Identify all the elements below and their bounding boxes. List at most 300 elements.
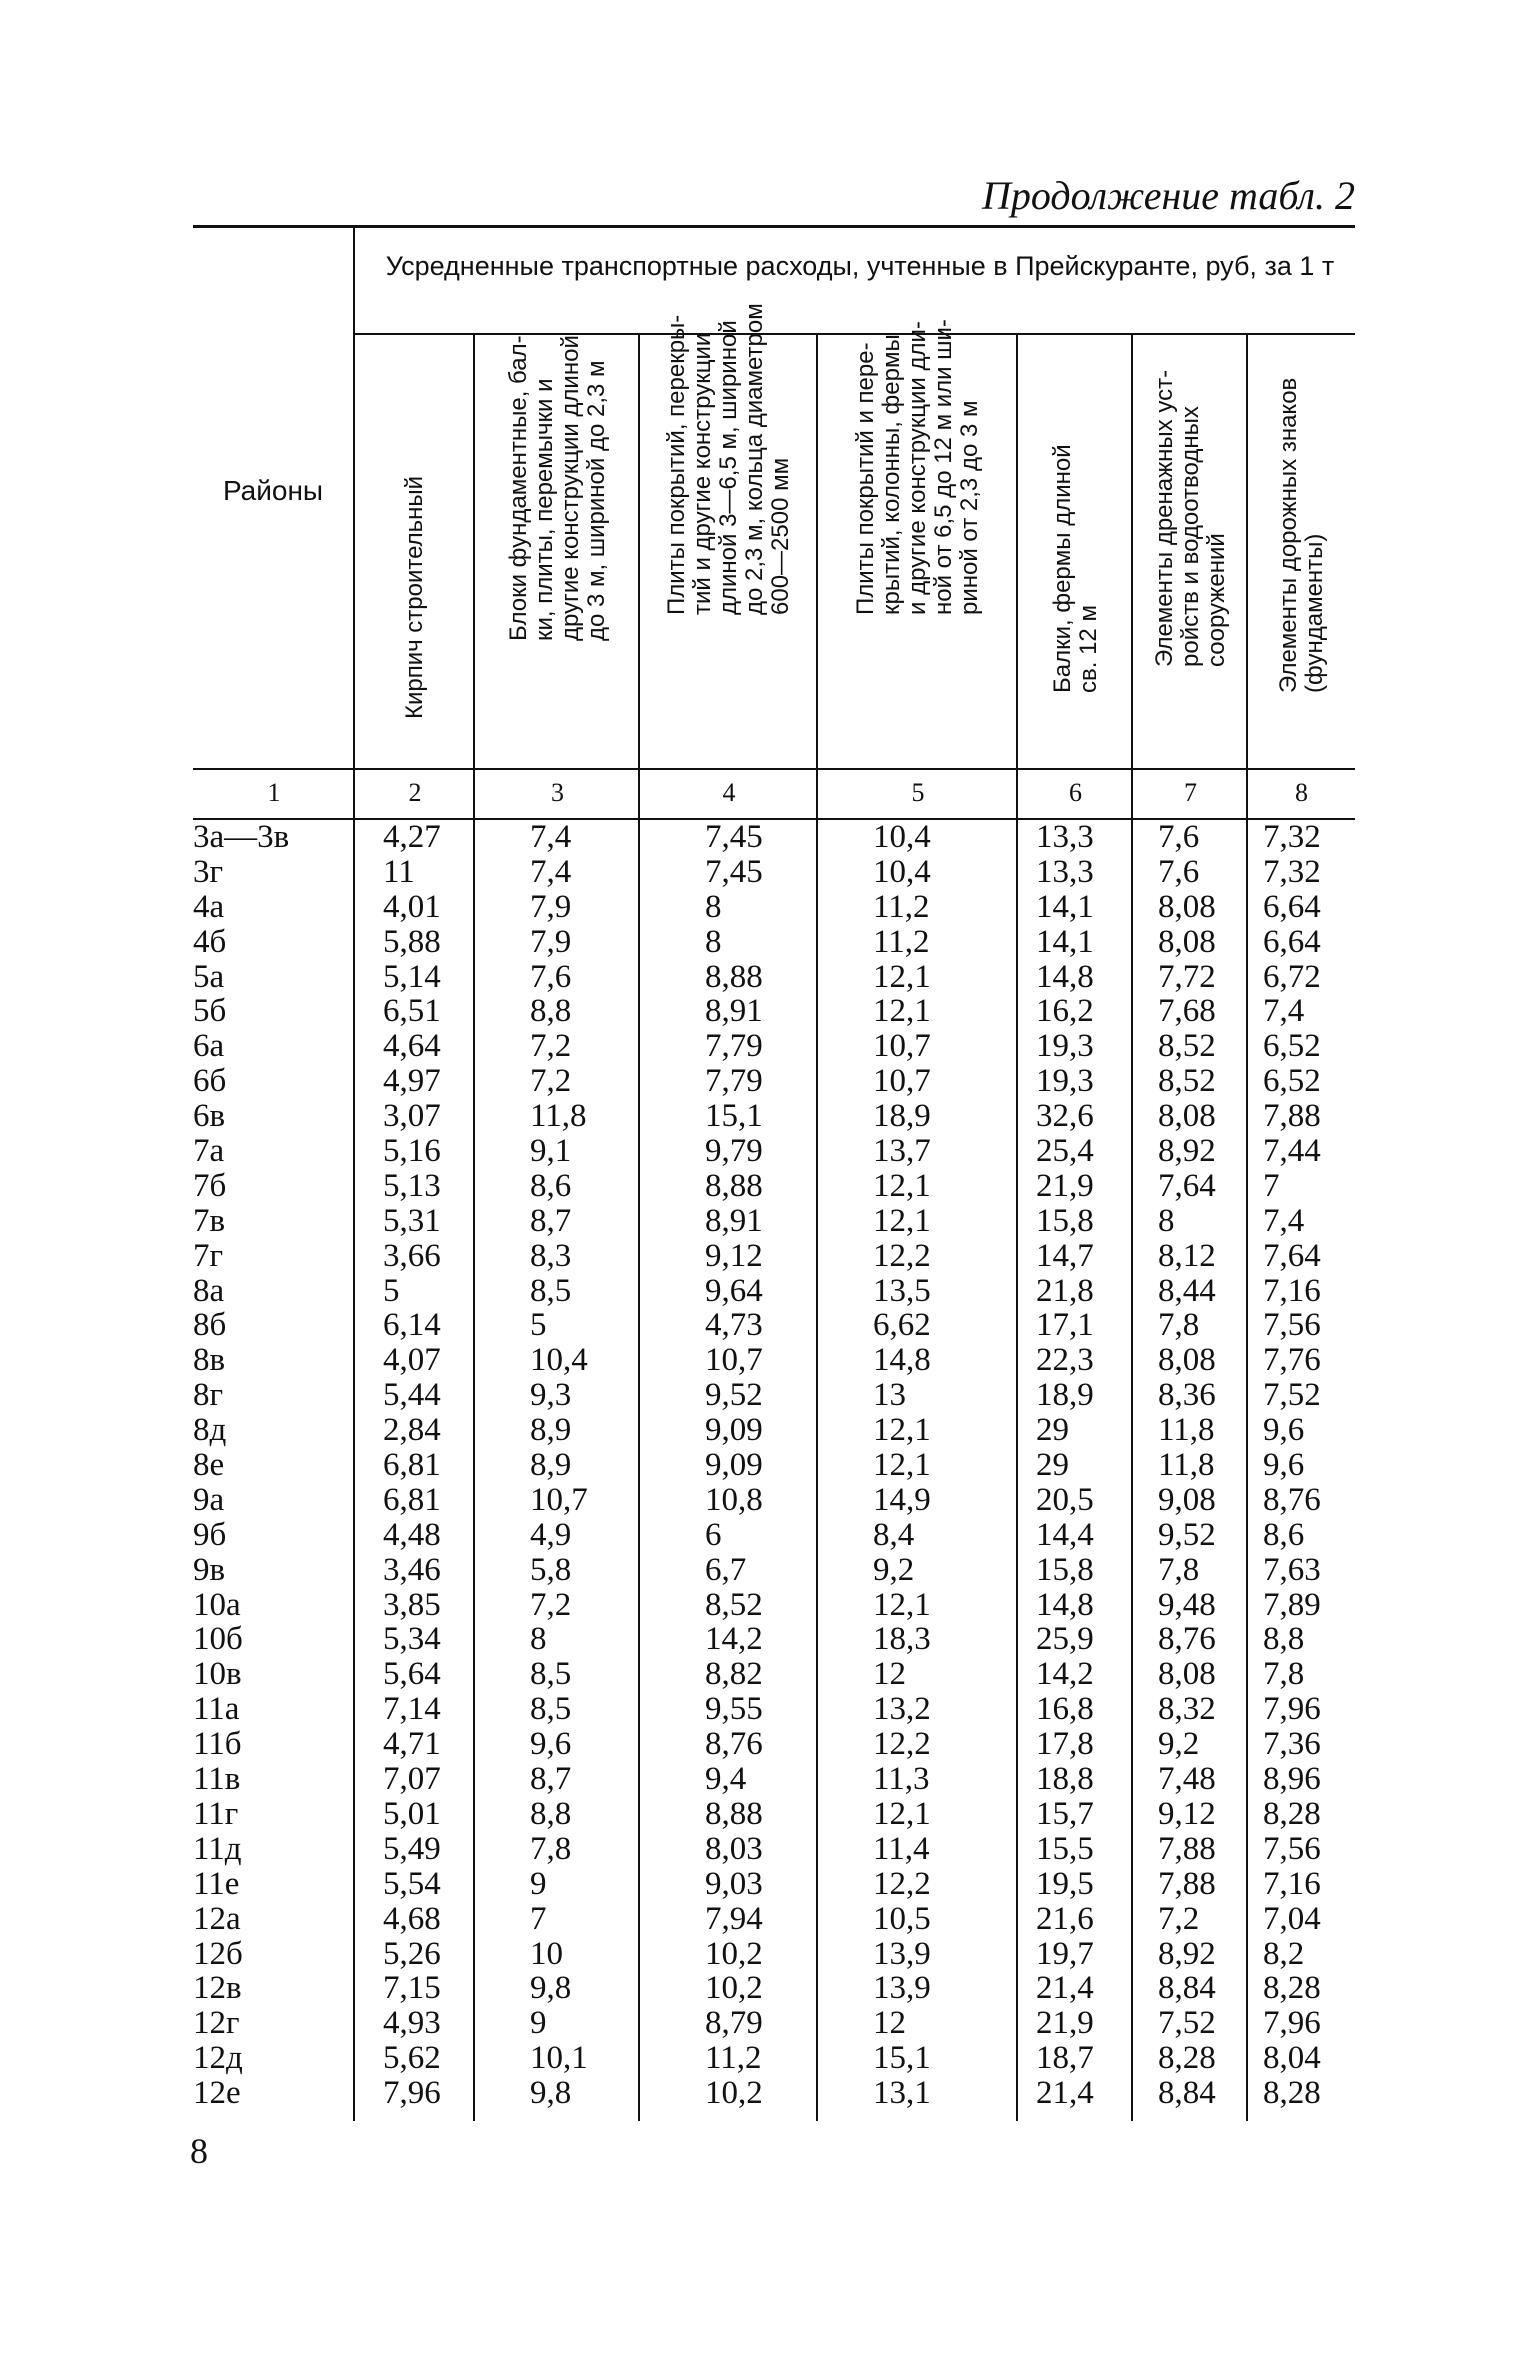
page-number: 8 <box>190 2131 208 2171</box>
value-cell: 4,64 <box>383 1028 441 1065</box>
value-cell: 25,9 <box>1036 1621 1094 1658</box>
body-column-separator <box>1016 820 1018 2121</box>
value-cell: 7,89 <box>1263 1586 1321 1623</box>
value-cell: 10,1 <box>530 2040 588 2077</box>
value-cell: 12 <box>873 2005 906 2042</box>
column-header-text: Кирпич строительный <box>401 475 428 719</box>
value-cell: 16,8 <box>1036 1691 1094 1728</box>
district-cell: 8д <box>193 1412 227 1449</box>
column-number: 7 <box>1184 778 1197 807</box>
value-cell: 13,5 <box>873 1272 931 1309</box>
value-cell: 9,2 <box>873 1551 915 1588</box>
value-cell: 14,8 <box>873 1342 931 1379</box>
value-cell: 7,72 <box>1158 958 1216 995</box>
value-cell: 9,64 <box>705 1272 763 1309</box>
table-row <box>193 925 1355 960</box>
value-cell: 8,9 <box>530 1412 572 1449</box>
value-cell: 4,73 <box>705 1307 763 1344</box>
value-cell: 7,56 <box>1263 1307 1321 1344</box>
value-cell: 7,6 <box>1158 819 1200 855</box>
district-cell: 12а <box>193 1900 241 1937</box>
value-cell: 10,2 <box>705 1970 763 2007</box>
district-cell: 10в <box>193 1656 242 1693</box>
value-cell: 9 <box>530 2005 547 2042</box>
value-cell: 4,27 <box>383 819 441 855</box>
table-row <box>193 1029 1355 1064</box>
value-cell: 10,4 <box>873 853 931 890</box>
value-cell: 15,7 <box>1036 1795 1094 1832</box>
value-cell: 8,88 <box>705 958 763 995</box>
column-header-2 <box>355 345 475 745</box>
district-cell: 9в <box>193 1551 226 1588</box>
value-cell: 7,32 <box>1263 819 1321 855</box>
value-cell: 9,6 <box>1263 1447 1305 1484</box>
value-cell: 7,4 <box>1263 1202 1305 1239</box>
value-cell: 8,8 <box>1263 1621 1305 1658</box>
value-cell: 8,28 <box>1263 1795 1321 1832</box>
value-cell: 5,31 <box>383 1202 441 1239</box>
value-cell: 8,03 <box>705 1830 763 1867</box>
value-cell: 15,8 <box>1036 1551 1094 1588</box>
table-row <box>193 1064 1355 1099</box>
value-cell: 12 <box>873 1656 906 1693</box>
value-cell: 9,8 <box>530 2075 572 2112</box>
value-cell: 5,01 <box>383 1795 441 1832</box>
value-cell: 12,2 <box>873 1726 931 1763</box>
value-cell: 3,85 <box>383 1586 441 1623</box>
value-cell: 5,62 <box>383 2040 441 2077</box>
value-cell: 8,92 <box>1158 1935 1216 1972</box>
value-cell: 7,88 <box>1158 1830 1216 1867</box>
table-row <box>193 1622 1355 1657</box>
value-cell: 8,6 <box>1263 1516 1305 1553</box>
value-cell: 8,4 <box>873 1516 915 1553</box>
value-cell: 19,3 <box>1036 1028 1094 1065</box>
value-cell: 15,1 <box>705 1098 763 1135</box>
table-row <box>193 1204 1355 1239</box>
value-cell: 5,13 <box>383 1167 441 1204</box>
column-header-text: Элементы дренажных уст- ройств и водоотводных сооружений <box>1150 369 1230 667</box>
group-header: Усредненные транспортные расходы, учтенные в Прейскуранте, руб, за 1 т <box>385 251 1335 281</box>
value-cell: 32,6 <box>1036 1098 1094 1135</box>
value-cell: 7,8 <box>1263 1656 1305 1693</box>
value-cell: 21,4 <box>1036 1970 1094 2007</box>
table-row <box>193 1797 1355 1832</box>
value-cell: 7,2 <box>530 1586 572 1623</box>
value-cell: 8,08 <box>1158 1656 1216 1693</box>
value-cell: 7,4 <box>1263 993 1305 1030</box>
value-cell: 9,52 <box>1158 1516 1216 1553</box>
value-cell: 10,7 <box>873 1063 931 1100</box>
value-cell: 9,3 <box>530 1377 572 1414</box>
value-cell: 25,4 <box>1036 1133 1094 1170</box>
value-cell: 19,3 <box>1036 1063 1094 1100</box>
district-cell: 11г <box>193 1795 239 1832</box>
value-cell: 8,7 <box>530 1202 572 1239</box>
district-cell: 8г <box>193 1377 224 1414</box>
value-cell: 14,4 <box>1036 1516 1094 1553</box>
district-cell: 11д <box>193 1830 242 1867</box>
value-cell: 7,48 <box>1158 1761 1216 1798</box>
value-cell: 8,08 <box>1158 888 1216 925</box>
district-cell: 8е <box>193 1447 225 1484</box>
value-cell: 14,1 <box>1036 923 1094 960</box>
value-cell: 13,9 <box>873 1970 931 2007</box>
column-number: 2 <box>408 778 422 807</box>
value-cell: 18,7 <box>1036 2040 1094 2077</box>
district-cell: 11в <box>193 1761 241 1798</box>
value-cell: 7,44 <box>1263 1133 1321 1170</box>
value-cell: 7,96 <box>383 2075 441 2112</box>
value-cell: 8,52 <box>1158 1063 1216 1100</box>
value-cell: 7,52 <box>1158 2005 1216 2042</box>
value-cell: 6,72 <box>1263 958 1321 995</box>
value-cell: 8,91 <box>705 993 763 1030</box>
value-cell: 8,52 <box>705 1586 763 1623</box>
value-cell: 12,1 <box>873 1412 931 1449</box>
number-row-separator <box>638 770 640 820</box>
value-cell: 4,01 <box>383 888 441 925</box>
column-header-5 <box>818 319 1018 745</box>
value-cell: 8,3 <box>530 1237 572 1274</box>
table-row <box>193 1692 1355 1727</box>
value-cell: 6,64 <box>1263 888 1321 925</box>
value-cell: 7,14 <box>383 1691 441 1728</box>
table-row <box>193 1727 1355 1762</box>
column-header-8 <box>1248 345 1355 745</box>
column-number: 5 <box>911 778 925 807</box>
value-cell: 7,2 <box>530 1028 572 1065</box>
value-cell: 8,44 <box>1158 1272 1216 1309</box>
district-cell: 3а—3в <box>193 819 290 855</box>
value-cell: 6,14 <box>383 1307 441 1344</box>
value-cell: 9,09 <box>705 1447 763 1484</box>
value-cell: 5 <box>530 1307 547 1344</box>
value-cell: 18,9 <box>873 1098 931 1135</box>
column-number: 6 <box>1069 778 1082 807</box>
body-column-separator <box>473 820 475 2121</box>
value-cell: 8,9 <box>530 1447 572 1484</box>
column-number: 3 <box>551 778 564 807</box>
value-cell: 5,64 <box>383 1656 441 1693</box>
value-cell: 9,6 <box>1263 1412 1305 1449</box>
value-cell: 10,7 <box>530 1481 588 1518</box>
column-header-text: Блоки фундаментные, бал- ки, плиты, перемычки и другие конструкции длиной до 3 м, шириной до 2,3 м <box>504 335 610 641</box>
value-cell: 12,1 <box>873 993 931 1030</box>
value-cell: 8,84 <box>1158 2075 1216 2112</box>
value-cell: 7,9 <box>530 888 572 925</box>
value-cell: 19,7 <box>1036 1935 1094 1972</box>
value-cell: 8,88 <box>705 1167 763 1204</box>
value-cell: 9,8 <box>530 1970 572 2007</box>
value-cell: 7,16 <box>1263 1272 1321 1309</box>
value-cell: 9,55 <box>705 1691 763 1728</box>
table-row <box>193 1099 1355 1134</box>
value-cell: 7,79 <box>705 1063 763 1100</box>
value-cell: 8,04 <box>1263 2040 1321 2077</box>
value-cell: 11,2 <box>705 2040 762 2077</box>
value-cell: 29 <box>1036 1412 1069 1449</box>
value-cell: 21,9 <box>1036 2005 1094 2042</box>
body-column-separator <box>1246 820 1248 2121</box>
value-cell: 7,6 <box>1158 853 1200 890</box>
value-cell: 7,88 <box>1263 1098 1321 1135</box>
value-cell: 12,2 <box>873 1237 931 1274</box>
value-cell: 5 <box>383 1272 400 1309</box>
district-cell: 9б <box>193 1516 227 1553</box>
value-cell: 17,8 <box>1036 1726 1094 1763</box>
district-cell: 11б <box>193 1726 242 1763</box>
value-cell: 7,15 <box>383 1970 441 2007</box>
value-cell: 8,28 <box>1158 2040 1216 2077</box>
value-cell: 8,12 <box>1158 1237 1216 1274</box>
value-cell: 11,2 <box>873 923 930 960</box>
value-cell: 13,7 <box>873 1133 931 1170</box>
value-cell: 7 <box>530 1900 547 1937</box>
value-cell: 11,8 <box>1158 1412 1215 1449</box>
districts-column-header: Районы <box>222 475 324 506</box>
district-cell: 12б <box>193 1935 243 1972</box>
value-cell: 13,3 <box>1036 853 1094 890</box>
number-row-separator <box>1131 770 1133 820</box>
value-cell: 19,5 <box>1036 1865 1094 1902</box>
value-cell: 8,8 <box>530 1795 572 1832</box>
value-cell: 8,76 <box>1263 1481 1321 1518</box>
value-cell: 11,3 <box>873 1761 930 1798</box>
value-cell: 21,9 <box>1036 1167 1094 1204</box>
table-row <box>193 820 1355 855</box>
district-cell: 5а <box>193 958 225 995</box>
value-cell: 7,94 <box>705 1900 763 1937</box>
value-cell: 8,8 <box>530 993 572 1030</box>
value-cell: 8,79 <box>705 2005 763 2042</box>
district-cell: 8в <box>193 1342 226 1379</box>
value-cell: 7,64 <box>1158 1167 1216 1204</box>
value-cell: 10,2 <box>705 1935 763 1972</box>
value-cell: 6,81 <box>383 1481 441 1518</box>
value-cell: 6,7 <box>705 1551 747 1588</box>
value-cell: 7,96 <box>1263 1691 1321 1728</box>
value-cell: 11,2 <box>873 888 930 925</box>
value-cell: 6,52 <box>1263 1028 1321 1065</box>
value-cell: 9,52 <box>705 1377 763 1414</box>
value-cell: 14,2 <box>705 1621 763 1658</box>
value-cell: 7,32 <box>1263 853 1321 890</box>
value-cell: 6,52 <box>1263 1063 1321 1100</box>
value-cell: 4,48 <box>383 1516 441 1553</box>
value-cell: 10,7 <box>705 1342 763 1379</box>
value-cell: 3,07 <box>383 1098 441 1135</box>
value-cell: 7,2 <box>530 1063 572 1100</box>
value-cell: 5,88 <box>383 923 441 960</box>
value-cell: 8 <box>1158 1202 1175 1239</box>
table-row <box>193 1657 1355 1692</box>
value-cell: 10,4 <box>873 819 931 855</box>
value-cell: 8,32 <box>1158 1691 1216 1728</box>
value-cell: 5,49 <box>383 1830 441 1867</box>
value-cell: 4,9 <box>530 1516 572 1553</box>
value-cell: 8 <box>705 888 722 925</box>
table-top-rule <box>193 225 1355 228</box>
value-cell: 9,48 <box>1158 1586 1216 1623</box>
value-cell: 12,1 <box>873 1447 931 1484</box>
value-cell: 14,1 <box>1036 888 1094 925</box>
value-cell: 8 <box>530 1621 547 1658</box>
value-cell: 7,2 <box>1158 1900 1200 1937</box>
table-row <box>193 890 1355 925</box>
value-cell: 12,1 <box>873 958 931 995</box>
value-cell: 2,84 <box>383 1412 441 1449</box>
value-cell: 8 <box>705 923 722 960</box>
table-row <box>193 1902 1355 1937</box>
table-row <box>193 1343 1355 1378</box>
district-cell: 3г <box>193 853 224 890</box>
value-cell: 12,1 <box>873 1167 931 1204</box>
value-cell: 8,91 <box>705 1202 763 1239</box>
value-cell: 7,96 <box>1263 2005 1321 2042</box>
value-cell: 7,4 <box>530 819 572 855</box>
value-cell: 10,7 <box>873 1028 931 1065</box>
value-cell: 8,08 <box>1158 923 1216 960</box>
value-cell: 8,08 <box>1158 1342 1216 1379</box>
value-cell: 16,2 <box>1036 993 1094 1030</box>
value-cell: 9,08 <box>1158 1481 1216 1518</box>
value-cell: 6 <box>705 1516 722 1553</box>
value-cell: 6,51 <box>383 993 441 1030</box>
table-row <box>193 1588 1355 1623</box>
value-cell: 7,79 <box>705 1028 763 1065</box>
value-cell: 10,4 <box>530 1342 588 1379</box>
continuation-title: Продолжение табл. 2 <box>981 173 1355 218</box>
table-row <box>193 960 1355 995</box>
district-cell: 4а <box>193 888 225 925</box>
column-header-4 <box>640 303 818 745</box>
district-cell: 9а <box>193 1481 225 1518</box>
table-row <box>193 1274 1355 1309</box>
value-cell: 8,28 <box>1263 1970 1321 2007</box>
value-cell: 12,2 <box>873 1865 931 1902</box>
value-cell: 7,52 <box>1263 1377 1321 1414</box>
district-cell: 8а <box>193 1272 225 1309</box>
value-cell: 14,8 <box>1036 1586 1094 1623</box>
value-cell: 5,44 <box>383 1377 441 1414</box>
value-cell: 8,76 <box>1158 1621 1216 1658</box>
value-cell: 9,03 <box>705 1865 763 1902</box>
value-cell: 7,45 <box>705 819 763 855</box>
value-cell: 4,97 <box>383 1063 441 1100</box>
value-cell: 8,2 <box>1263 1935 1305 1972</box>
value-cell: 7,45 <box>705 853 763 890</box>
column-number: 4 <box>722 778 736 807</box>
value-cell: 4,71 <box>383 1726 441 1763</box>
number-row-separator <box>816 770 818 820</box>
value-cell: 6,64 <box>1263 923 1321 960</box>
value-cell: 8,96 <box>1263 1761 1321 1798</box>
value-cell: 4,07 <box>383 1342 441 1379</box>
table-row <box>193 994 1355 1029</box>
table-row <box>193 1134 1355 1169</box>
table-row <box>193 1832 1355 1867</box>
value-cell: 9,1 <box>530 1133 572 1170</box>
table-row <box>193 1413 1355 1448</box>
district-cell: 11е <box>193 1865 240 1902</box>
number-row-separator <box>1246 770 1248 820</box>
value-cell: 8,52 <box>1158 1028 1216 1065</box>
district-cell: 7а <box>193 1133 225 1170</box>
value-cell: 9,12 <box>1158 1795 1216 1832</box>
value-cell: 3,46 <box>383 1551 441 1588</box>
number-row-separator <box>353 770 355 820</box>
column-number: 1 <box>267 778 281 807</box>
value-cell: 8,84 <box>1158 1970 1216 2007</box>
value-cell: 7,88 <box>1158 1865 1216 1902</box>
table-row <box>193 1553 1355 1588</box>
value-cell: 8,5 <box>530 1656 572 1693</box>
table-row <box>193 1867 1355 1902</box>
table-row <box>193 1308 1355 1343</box>
value-cell: 15,1 <box>873 2040 931 2077</box>
table-row <box>193 2006 1355 2041</box>
value-cell: 11 <box>383 853 415 890</box>
value-cell: 9,4 <box>705 1761 747 1798</box>
value-cell: 14,2 <box>1036 1656 1094 1693</box>
district-cell: 7г <box>193 1237 224 1274</box>
value-cell: 13,9 <box>873 1935 931 1972</box>
value-cell: 5,16 <box>383 1133 441 1170</box>
value-cell: 7,8 <box>1158 1307 1200 1344</box>
value-cell: 13,2 <box>873 1691 931 1728</box>
table-body <box>193 820 1355 2111</box>
value-cell: 6,81 <box>383 1447 441 1484</box>
body-column-separator <box>638 820 640 2121</box>
table-row <box>193 2041 1355 2076</box>
column-header-text: Плиты покрытий, перекры- тий и другие конструкции длиной 3—6,5 м, шириной до 2,3 м, кольца диаметром 600—2500 мм <box>663 303 794 615</box>
district-cell: 7б <box>193 1167 227 1204</box>
value-cell: 7,04 <box>1263 1900 1321 1937</box>
value-cell: 18,3 <box>873 1621 931 1658</box>
value-cell: 8,36 <box>1158 1377 1216 1414</box>
column-header-6 <box>1018 345 1133 745</box>
value-cell: 4,68 <box>383 1900 441 1937</box>
value-cell: 7 <box>1263 1167 1280 1204</box>
value-cell: 14,8 <box>1036 958 1094 995</box>
district-cell: 5б <box>193 993 227 1030</box>
value-cell: 21,8 <box>1036 1272 1094 1309</box>
value-cell: 3,66 <box>383 1237 441 1274</box>
value-cell: 8,92 <box>1158 1133 1216 1170</box>
value-cell: 7,68 <box>1158 993 1216 1030</box>
value-cell: 6,62 <box>873 1307 931 1344</box>
value-cell: 7,6 <box>530 958 572 995</box>
value-cell: 7,9 <box>530 923 572 960</box>
body-column-separator <box>816 820 818 2121</box>
body-column-separator <box>1131 820 1133 2121</box>
column-number: 8 <box>1295 778 1308 807</box>
district-cell: 10а <box>193 1586 241 1623</box>
value-cell: 14,7 <box>1036 1237 1094 1274</box>
table-row <box>193 1169 1355 1204</box>
value-cell: 11,4 <box>873 1830 930 1867</box>
value-cell: 9,09 <box>705 1412 763 1449</box>
value-cell: 13,1 <box>873 2075 931 2112</box>
value-cell: 18,9 <box>1036 1377 1094 1414</box>
value-cell: 7,16 <box>1263 1865 1321 1902</box>
value-cell: 8,5 <box>530 1691 572 1728</box>
value-cell: 8,6 <box>530 1167 572 1204</box>
table-header <box>193 225 1355 770</box>
value-cell: 22,3 <box>1036 1342 1094 1379</box>
value-cell: 12,1 <box>873 1586 931 1623</box>
